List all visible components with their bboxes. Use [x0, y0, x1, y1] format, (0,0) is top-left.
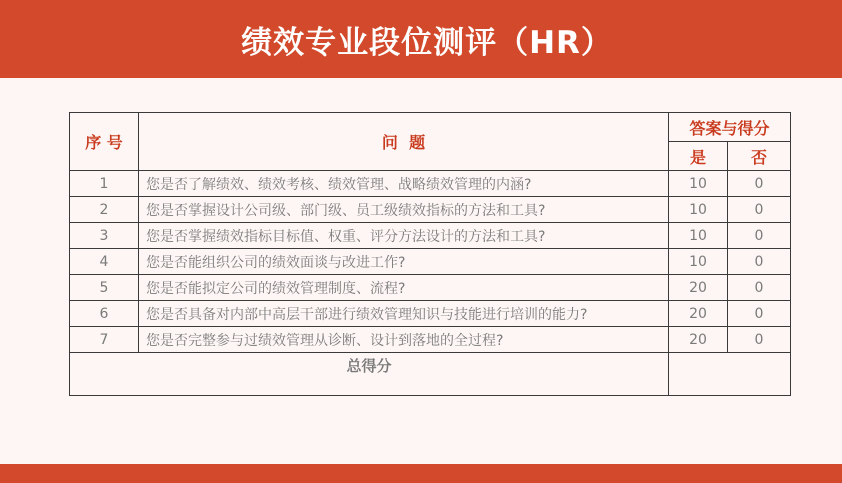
row-question: 您是否能组织公司的绩效面谈与改进工作? [139, 249, 669, 275]
row-no-score: 0 [728, 223, 791, 249]
row-index: 7 [70, 327, 139, 353]
row-yes-score: 10 [669, 171, 728, 197]
row-index: 1 [70, 171, 139, 197]
row-question: 您是否掌握设计公司级、部门级、员工级绩效指标的方法和工具? [139, 197, 669, 223]
row-no-score: 0 [728, 197, 791, 223]
header-question: 问 题 [139, 113, 669, 171]
table-row [70, 249, 791, 275]
header-no: 否 [728, 142, 791, 171]
row-index: 3 [70, 223, 139, 249]
row-index: 5 [70, 275, 139, 301]
table-header-row [70, 113, 791, 142]
row-yes-score: 20 [669, 327, 728, 353]
row-question: 您是否了解绩效、绩效考核、绩效管理、战略绩效管理的内涵? [139, 171, 669, 197]
row-yes-score: 20 [669, 301, 728, 327]
row-no-score: 0 [728, 171, 791, 197]
row-index: 2 [70, 197, 139, 223]
row-question: 您是否能拟定公司的绩效管理制度、流程? [139, 275, 669, 301]
row-question: 您是否完整参与过绩效管理从诊断、设计到落地的全过程? [139, 327, 669, 353]
page-title: 绩效专业段位测评（HR） [241, 24, 613, 61]
assessment-table [69, 112, 791, 396]
header-index: 序 号 [70, 113, 139, 171]
row-index: 6 [70, 301, 139, 327]
total-value [669, 353, 791, 396]
row-yes-score: 10 [669, 197, 728, 223]
row-index: 4 [70, 249, 139, 275]
footer-band [0, 464, 842, 483]
row-yes-score: 20 [669, 275, 728, 301]
row-question: 您是否具备对内部中高层干部进行绩效管理知识与技能进行培训的能力? [139, 301, 669, 327]
table-row [70, 223, 791, 249]
row-no-score: 0 [728, 275, 791, 301]
row-no-score: 0 [728, 301, 791, 327]
total-row [70, 353, 791, 396]
row-yes-score: 10 [669, 223, 728, 249]
table-row [70, 301, 791, 327]
row-no-score: 0 [728, 327, 791, 353]
row-question: 您是否掌握绩效指标目标值、权重、评分方法设计的方法和工具? [139, 223, 669, 249]
table-row [70, 197, 791, 223]
total-label: 总得分 [70, 353, 669, 396]
header-answer-group: 答案与得分 [669, 113, 791, 142]
table-row [70, 275, 791, 301]
row-no-score: 0 [728, 249, 791, 275]
row-yes-score: 10 [669, 249, 728, 275]
table-row [70, 171, 791, 197]
header-yes: 是 [669, 142, 728, 171]
table-row [70, 327, 791, 353]
title-banner [0, 0, 842, 78]
